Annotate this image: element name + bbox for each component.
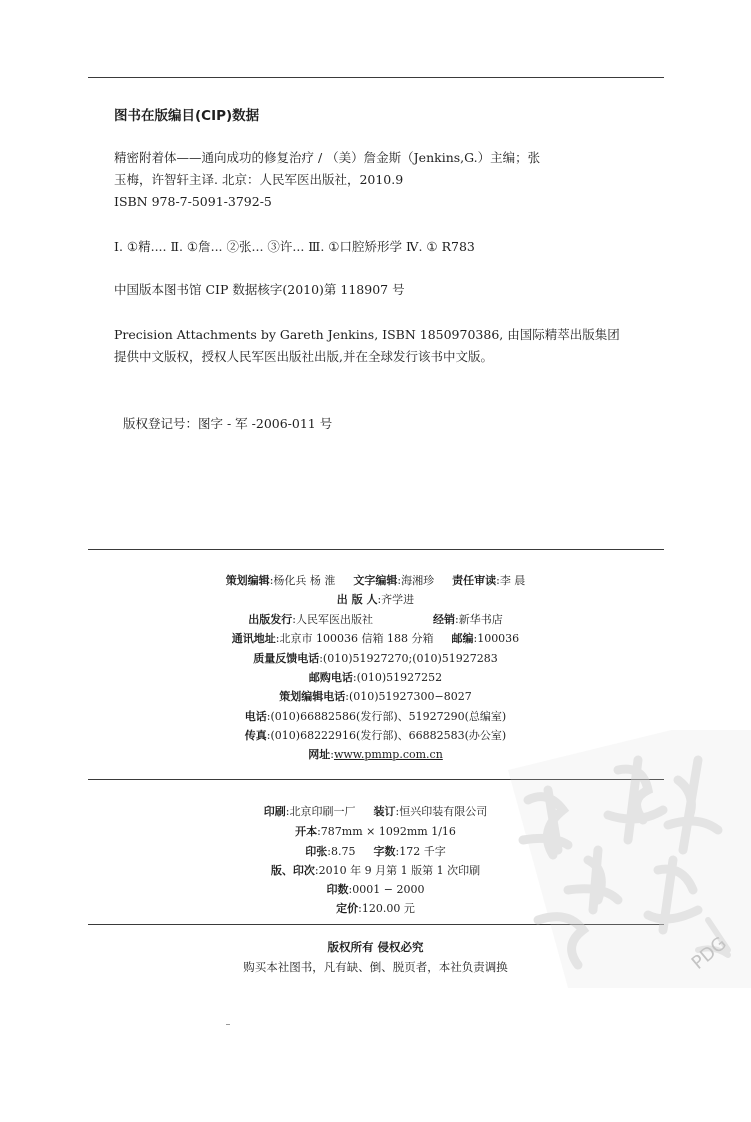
cip-verification: 中国版本图书馆 CIP 数据核字(2010)第 118907 号 xyxy=(114,282,405,297)
footer-rule xyxy=(88,924,664,925)
mail-order-line xyxy=(0,669,751,687)
publisher-person-line xyxy=(0,591,751,609)
price-line xyxy=(0,900,751,918)
price: :120.00 元 xyxy=(358,902,415,915)
website-link[interactable]: www.pmmp.com.cn xyxy=(333,748,443,761)
address-line xyxy=(0,630,751,648)
top-rule xyxy=(88,77,664,78)
format: :787mm × 1092mm 1/16 xyxy=(317,825,456,838)
cip-english-rights xyxy=(114,324,644,368)
issuer: :人民军医出版社 xyxy=(292,613,373,626)
planning-editor-label: 策划编辑 xyxy=(225,574,270,587)
issuer-line xyxy=(0,611,751,629)
phone-label: 电话 xyxy=(244,710,267,723)
cip-isbn: ISBN 978-7-5091-3792-5 xyxy=(114,194,272,209)
mail-order-phone: :(010)51927252 xyxy=(352,671,443,684)
text-editor-label: 文字编辑 xyxy=(353,574,398,587)
rights-reserved: 版权所有 侵权必究 xyxy=(327,940,424,954)
planning-editor: :杨化兵 杨 淮 xyxy=(269,574,336,587)
fax-line xyxy=(0,727,751,745)
svg-text:PDG: PDG xyxy=(687,932,731,974)
phone: :(010)66882586(发行部)、51927290(总编室) xyxy=(266,710,507,723)
issuer-label: 出版发行 xyxy=(248,613,293,626)
english-rights-line1: Precision Attachments by Gareth Jenkins, ISBN 1850970386, 由国际精萃出版集团 xyxy=(114,327,620,342)
edition-line xyxy=(0,862,751,880)
words-label: 字数 xyxy=(373,845,396,858)
feedback-phone: :(010)51927270;(010)51927283 xyxy=(319,652,498,665)
printer-line xyxy=(0,803,751,821)
replacement-notice: 购买本社图书，凡有缺、倒、脱页者，本社负责调换 xyxy=(243,960,508,974)
feedback-label: 质量反馈电话 xyxy=(253,652,320,665)
reviewer: :李 晨 xyxy=(496,574,526,587)
publisher-person: :齐学进 xyxy=(377,593,415,606)
planning-phone-line xyxy=(0,688,751,706)
fax: :(010)68222916(发行部)、66882583(办公室) xyxy=(266,729,507,742)
sheets-line xyxy=(0,843,751,861)
publisher-person-label: 出 版 人 xyxy=(336,593,378,606)
price-label: 定价 xyxy=(336,902,359,915)
website-line xyxy=(0,746,751,764)
words: :172 千字 xyxy=(395,845,446,858)
feedback-line xyxy=(0,650,751,668)
binding: :恒兴印装有限公司 xyxy=(395,805,488,818)
phone-line xyxy=(0,708,751,726)
printer-label: 印刷 xyxy=(263,805,286,818)
distributor-label: 经销 xyxy=(433,613,455,626)
text-editor: :海湘珍 xyxy=(397,574,435,587)
copies-line xyxy=(0,881,751,899)
planning-phone-label: 策划编辑电话 xyxy=(279,690,346,703)
copies-label: 印数 xyxy=(326,883,349,896)
cip-citation-line2: 玉梅，许智轩主译. 北京：人民军医出版社，2010.9 xyxy=(114,172,404,187)
editors-line xyxy=(0,572,751,590)
middle-rule xyxy=(88,549,664,550)
reviewer-label: 责任审读 xyxy=(452,574,497,587)
stray-mark xyxy=(226,1024,230,1025)
printer: :北京印刷一厂 xyxy=(285,805,356,818)
binding-label: 装订 xyxy=(373,805,396,818)
cip-citation xyxy=(114,147,644,213)
cip-citation-line1: 精密附着体——通向成功的修复治疗 / （美）詹金斯（Jenkins,G.）主编；张 xyxy=(114,150,541,165)
address-label: 通讯地址 xyxy=(231,632,276,645)
planning-phone: :(010)51927300−8027 xyxy=(345,690,472,703)
website-label: 网址 xyxy=(308,748,331,761)
copies: :0001 − 2000 xyxy=(348,883,425,896)
format-label: 开本 xyxy=(295,825,318,838)
fax-label: 传真 xyxy=(244,729,267,742)
distributor: :新华书店 xyxy=(455,613,503,626)
website-separator: : xyxy=(330,748,334,761)
edition: :2010 年 9 月第 1 版第 1 次印刷 xyxy=(314,864,481,877)
edition-label: 版、印次 xyxy=(270,864,315,877)
sheets-label: 印张 xyxy=(305,845,328,858)
sheets: :8.75 xyxy=(327,845,356,858)
cip-classification: Ⅰ. ①精.... Ⅱ. ①詹... ②张... ③许... Ⅲ. ①口腔矫形学 Ⅳ. ① R783 xyxy=(114,239,475,254)
cip-title: 图书在版编目(CIP)数据 xyxy=(114,108,260,124)
mail-order-label: 邮购电话 xyxy=(308,671,353,684)
postcode-label: 邮编 xyxy=(451,632,474,645)
postcode: :100036 xyxy=(473,632,520,645)
english-rights-line2: 提供中文版权，授权人民军医出版社出版,并在全球发行该书中文版。 xyxy=(114,349,493,364)
address: :北京市 100036 信箱 188 分箱 xyxy=(275,632,434,645)
printing-rule xyxy=(88,779,664,780)
copyright-registration: 版权登记号：图字 - 军 -2006-011 号 xyxy=(123,416,333,431)
format-line xyxy=(0,823,751,841)
